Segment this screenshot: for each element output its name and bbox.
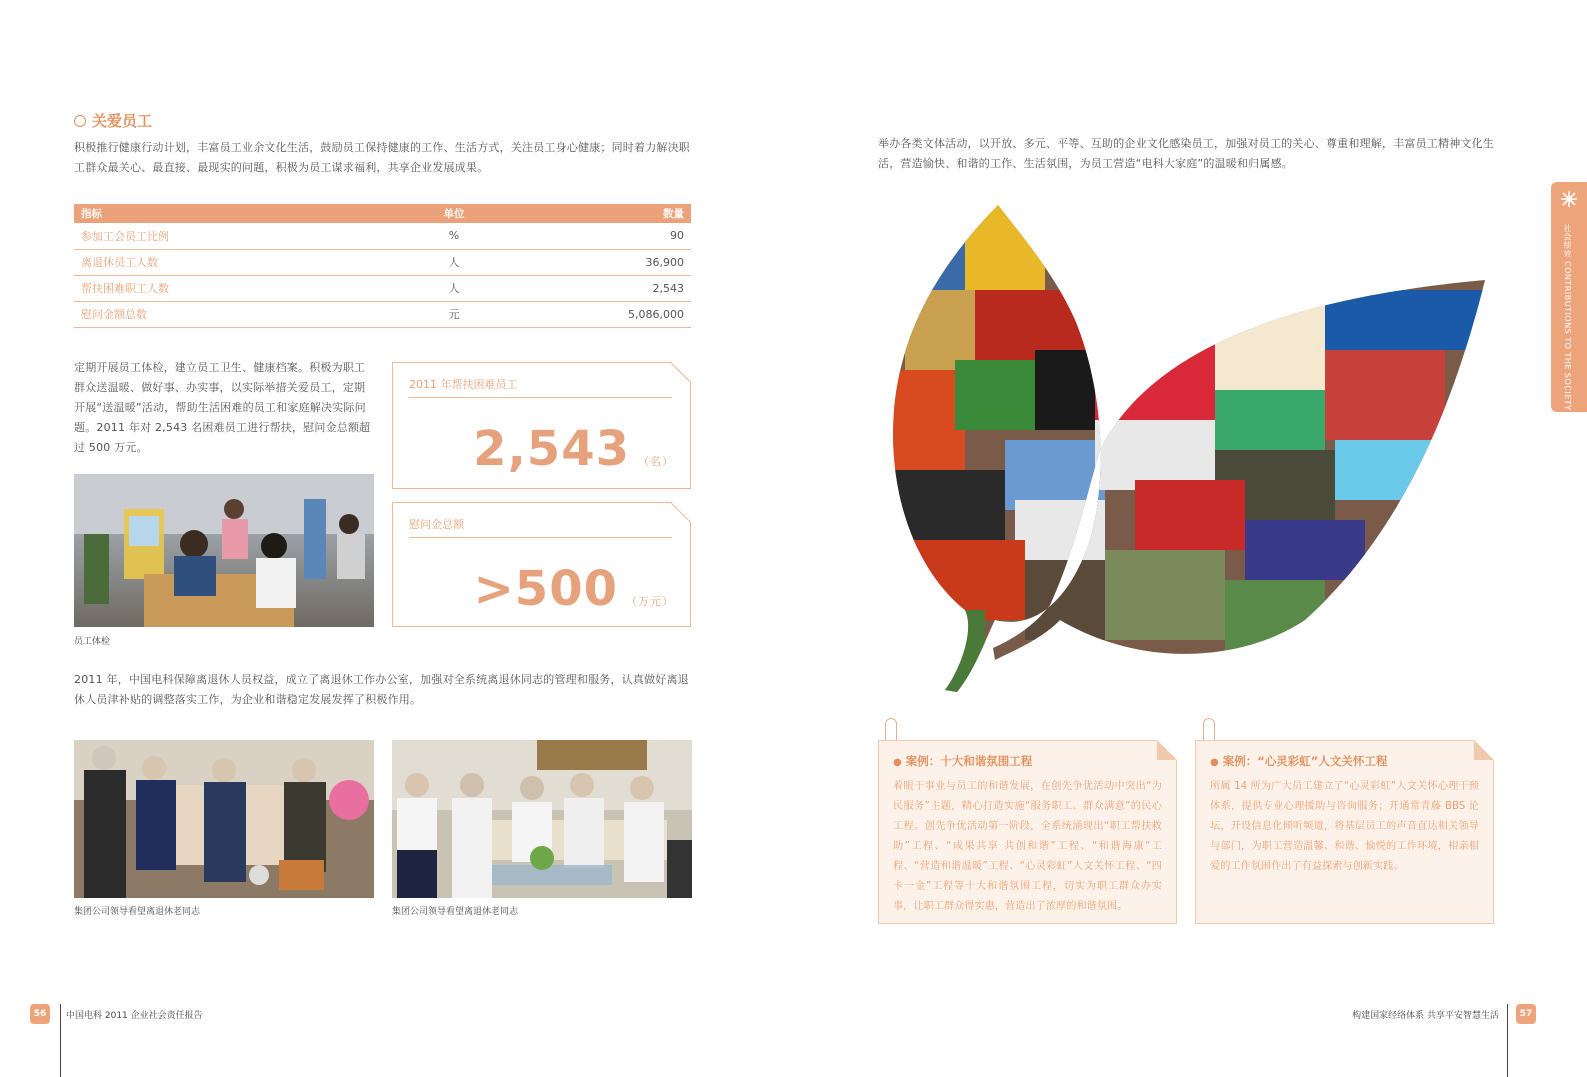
stat-card-relief-funds [392,502,691,627]
photo-caption: 集团公司领导看望离退休老同志 [392,907,519,917]
table-cell: 90 [494,223,691,249]
stat-card-title: 慰问金总额 [409,518,464,531]
employee-care-table [74,204,691,328]
page-number-left: 56 [30,1004,50,1024]
table-cell: 人 [414,249,494,275]
stat-card-title: 2011 年帮扶困难员工 [409,378,518,391]
table-row [74,223,691,249]
section-heading [74,110,152,131]
table-cell: 慰问金额总数 [74,301,414,327]
table-cell: % [414,223,494,249]
table-cell: 36,900 [494,249,691,275]
case-title: ● 案例：十大和谐氛围工程 [893,753,1032,769]
intro-paragraph: 积极推行健康行动计划，丰富员工业余文化生活，鼓励员工保持健康的工作、生活方式，关注员工身心健康；同时着力解决职工群众最关心、最直接、最现实的问题，积极为员工谋求福利，共享企业发展成果。 [74,141,690,174]
case-title: ● 案例：“心灵彩虹”人文关怀工程 [1210,753,1387,769]
table-row [74,301,691,327]
stat-card-unit: （万元） [626,595,674,608]
table-cell: 帮扶困难职工人数 [74,275,414,301]
snowflake-icon [1560,190,1578,208]
table-header-cell: 数量 [494,204,691,223]
leaf-photo-collage [885,200,1490,695]
stat-card-value-row [473,421,674,477]
table-header-row [74,204,691,223]
circle-bullet-icon [74,115,86,127]
table-cell: 2,543 [494,275,691,301]
case-body: 所属 14 所为广大员工建立了“心灵彩虹”人文关怀心理干预体系，提供专业心理援助与咨询服务；开通常青藤 BBS 论坛，开设信息化倾听频道，将基层员工的声音直达相关领导与部门，为职工营造温馨、和谐、愉悦的工作环境，相亲相爱的工作氛围作出了有益探索与创新实践。 [1210,781,1479,872]
photo-caption: 集团公司领导看望离退休老同志 [74,907,201,917]
photo-health-checkup [74,474,374,627]
stat-card-value: >500 [473,561,618,617]
checkup-paragraph: 定期开展员工体检，建立员工卫生、健康档案。积极为职工群众送温暖、做好事、办实事，以实际举措关爱员工，定期开展“送温暖”活动，帮助生活困难的员工和家庭解决实际问题。2011 年对 2,543 名困难员工进行帮扶，慰问金总额超过 500 万元。 [74,361,371,454]
page-number-right: 57 [1516,1004,1536,1024]
side-tab-label: 社会绩效 CONTRIBUTIONS TO THE SOCIETY [1563,224,1572,411]
table-cell: 离退休员工人数 [74,249,414,275]
stat-card-unit: （名） [638,455,674,468]
side-section-tab[interactable] [1551,182,1587,412]
table-header-cell: 指标 [74,204,414,223]
footer-slogan: 构建国家经络体系 共享平安智慧生活 [1352,1011,1499,1021]
photo-visit-retirees-2 [392,740,692,898]
table-cell: 元 [414,301,494,327]
retirees-paragraph: 2011 年，中国电科保障离退休人员权益，成立了离退休工作办公室，加强对全系统离退休同志的管理和服务，认真做好离退休人员津补贴的调整落实工作，为企业和谐稳定发展发挥了积极作用。 [74,673,689,706]
footer-divider [60,1004,61,1077]
case-box-rainbow-project [1195,740,1494,924]
stat-card-value: 2,543 [473,421,630,477]
stat-card-aided-employees [392,362,691,489]
footer-report-title: 中国电科 2011 企业社会责任报告 [66,1011,203,1021]
table-header-cell: 单位 [414,204,494,223]
case-box-harmony-projects [878,740,1177,924]
table-row [74,249,691,275]
stat-card-value-row [474,561,674,617]
photo-visit-retirees-1 [74,740,374,898]
table-cell: 参加工会员工比例 [74,223,414,249]
case-body: 着眼于事业与员工的和谐发展，在创先争优活动中突出“为民服务”主题，精心打造实施“服务职工、群众满意”的民心工程。创先争优活动第一阶段，全系统涌现出“职工帮扶救助”工程、“成果共享 共创和谐”工程、“和谐海康”工程、“营造和谐温暖”工程、“心灵彩虹”人文关怀工程、“四卡一金”工程等十大和谐氛围工程，切实为职工群众办实事，让职工群众得实惠，营造出了浓厚的和谐氛围。 [893,781,1162,912]
table-cell: 5,086,000 [494,301,691,327]
culture-paragraph: 举办各类文体活动，以开放、多元、平等、互助的企业文化感染员工，加强对员工的关心、尊重和理解，丰富员工精神文化生活，营造愉快、和谐的工作、生活氛围，为员工营造“电科大家庭”的温暖和归属感。 [878,137,1494,170]
section-heading-text: 关爱员工 [92,112,153,130]
table-cell: 人 [414,275,494,301]
photo-caption: 员工体检 [74,637,111,647]
table-row [74,275,691,301]
footer-divider [1507,1004,1508,1077]
